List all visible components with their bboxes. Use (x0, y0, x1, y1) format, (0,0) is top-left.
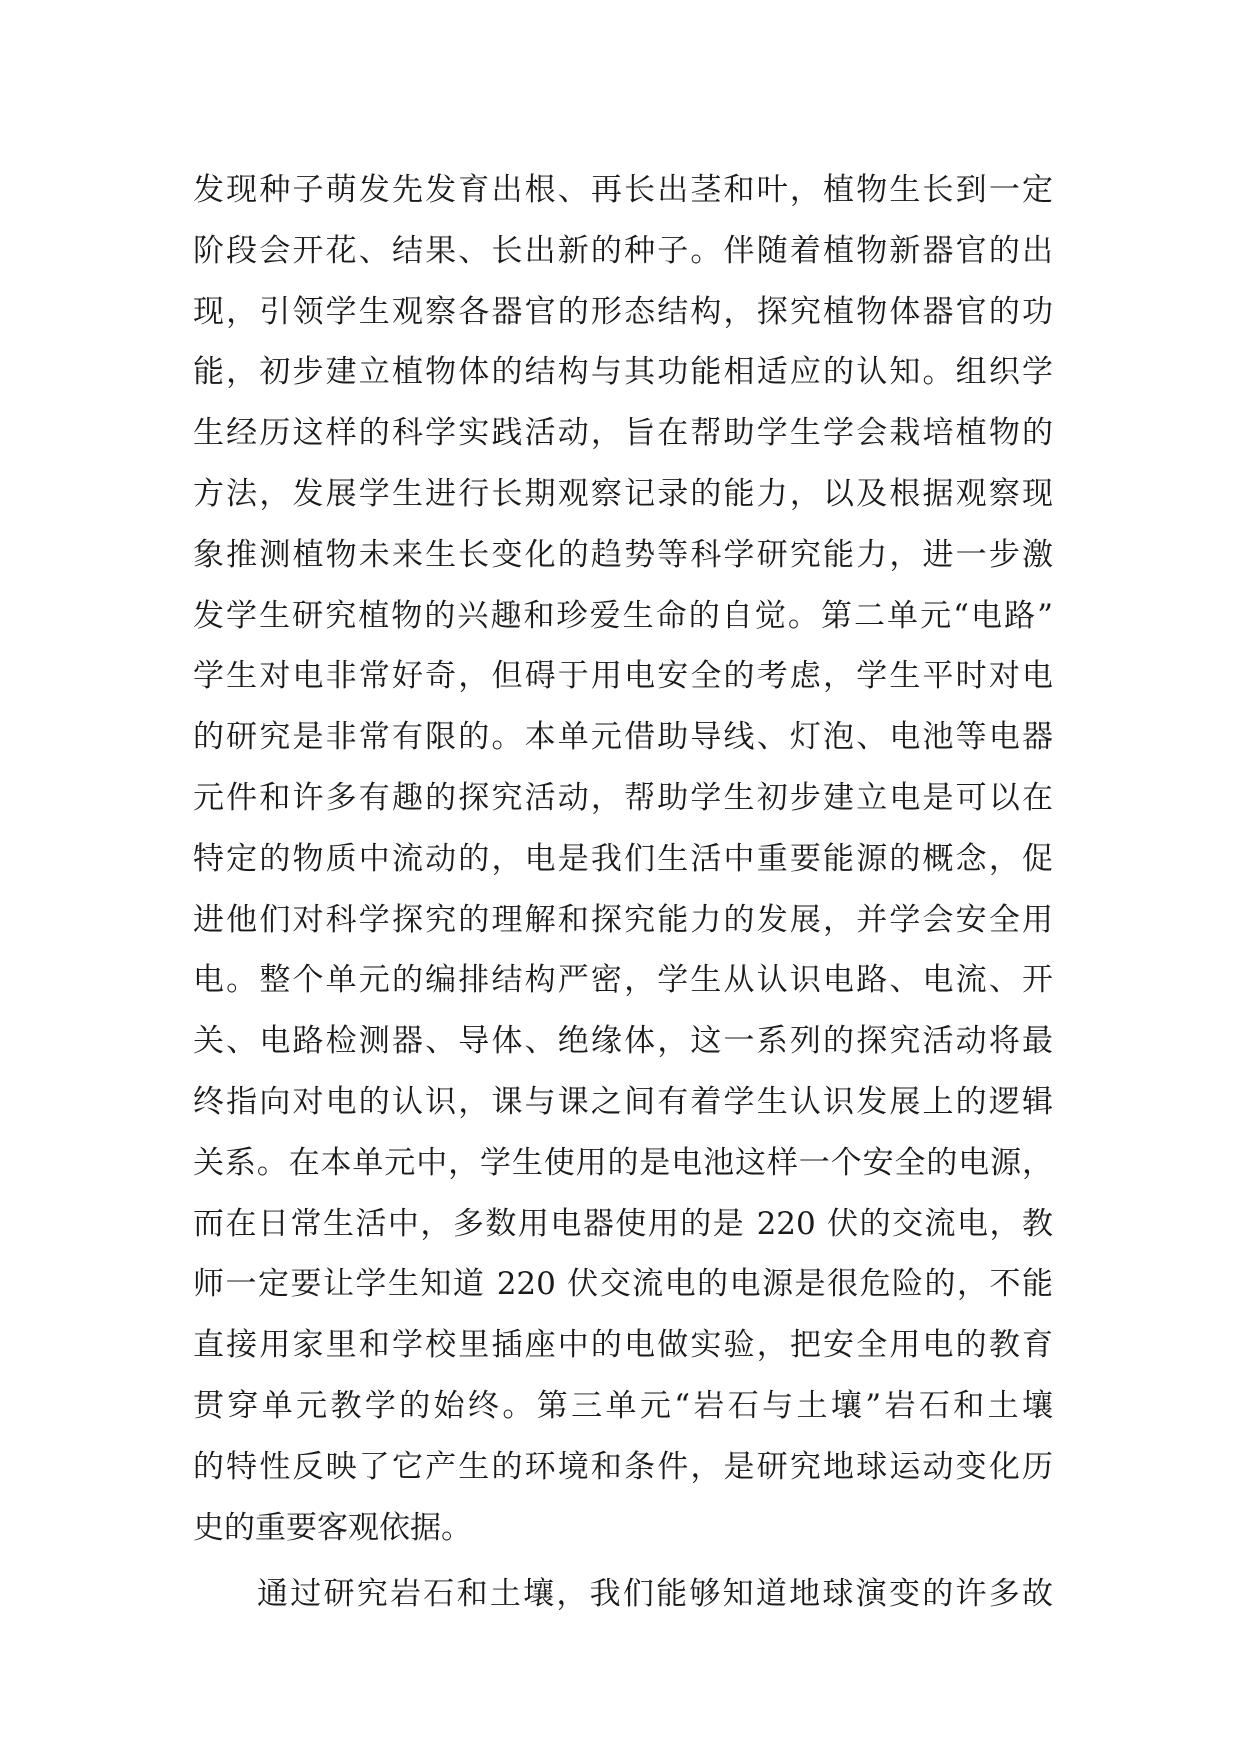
text-line: 生经历这样的科学实践活动，旨在帮助学生学会栽培植物的 (193, 415, 1053, 452)
text-line: 发学生研究植物的兴趣和珍爱生命的自觉。第二单元“电路” (193, 597, 1053, 634)
body-text (193, 160, 1053, 1625)
paragraph-2 (193, 1564, 1053, 1625)
text-line: 通过研究岩石和土壤，我们能够知道地球演变的许多故 (257, 1576, 1053, 1613)
text-line: 关、电路检测器、导体、绝缘体，这一系列的探究活动将最 (193, 1023, 1053, 1060)
text-line: 的研究是非常有限的。本单元借助导线、灯泡、电池等电器 (193, 719, 1053, 756)
text-line: 元件和许多有趣的探究活动，帮助学生初步建立电是可以在 (193, 779, 1053, 816)
text-line: 方法，发展学生进行长期观察记录的能力，以及根据观察现 (193, 475, 1053, 512)
text-line: 特定的物质中流动的，电是我们生活中重要能源的概念，促 (193, 840, 1053, 877)
paragraph-1 (193, 160, 1053, 1558)
text-line: 发现种子萌发先发育出根、再长出茎和叶，植物生长到一定 (193, 172, 1053, 208)
text-line: 进他们对科学探究的理解和探究能力的发展，并学会安全用 (193, 901, 1053, 938)
text-line: 学生对电非常好奇，但碍于用电安全的考虑，学生平时对电 (193, 658, 1053, 695)
text-line: 电。整个单元的编排结构严密，学生从认识电路、电流、开 (193, 962, 1053, 999)
text-line: 师一定要让学生知道 220 伏交流电的电源是很危险的，不能 (193, 1266, 1053, 1303)
text-line: 现，引领学生观察各器官的形态结构，探究植物体器官的功 (193, 293, 1053, 330)
text-line: 能，初步建立植物体的结构与其功能相适应的认知。组织学 (193, 354, 1053, 391)
text-line: 史的重要客观依据。 (193, 1509, 472, 1546)
text-line: 的特性反映了它产生的环境和条件，是研究地球运动变化历 (193, 1448, 1053, 1485)
text-line: 关系。在本单元中，学生使用的是电池这样一个安全的电源， (193, 1144, 1053, 1181)
text-line: 象推测植物未来生长变化的趋势等科学研究能力，进一步激 (193, 536, 1053, 573)
text-line: 直接用家里和学校里插座中的电做实验，把安全用电的教育 (193, 1327, 1053, 1364)
text-line: 而在日常生活中，多数用电器使用的是 220 伏的交流电，教 (193, 1205, 1053, 1242)
text-line: 阶段会开花、结果、长出新的种子。伴随着植物新器官的出 (193, 232, 1053, 269)
text-line: 终指向对电的认识，课与课之间有着学生认识发展上的逻辑 (193, 1083, 1053, 1120)
text-line: 贯穿单元教学的始终。第三单元“岩石与土壤”岩石和土壤 (193, 1387, 1053, 1424)
